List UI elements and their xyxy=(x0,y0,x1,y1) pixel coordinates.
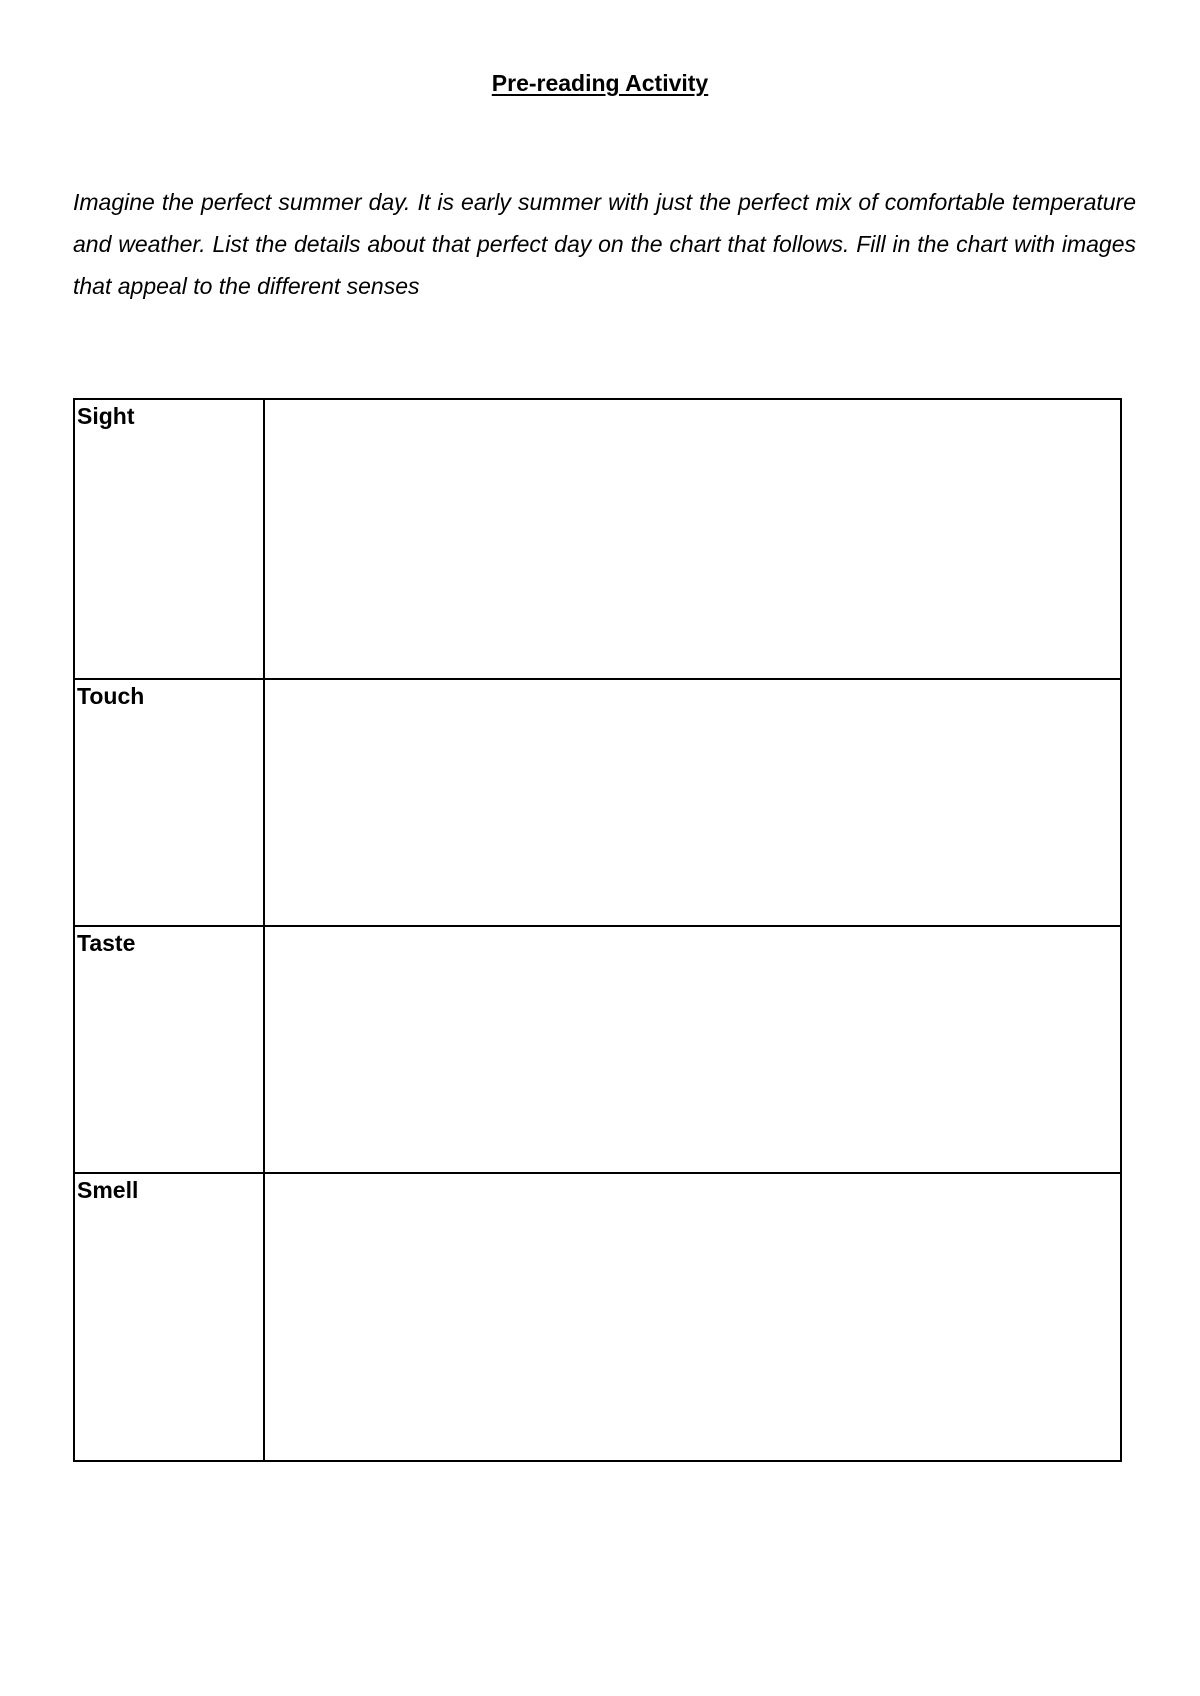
table-row xyxy=(74,679,1121,926)
table-row xyxy=(74,399,1121,679)
touch-response-cell[interactable] xyxy=(264,679,1121,926)
page-title: Pre-reading Activity xyxy=(491,70,709,96)
instructions-paragraph: Imagine the perfect summer day. It is early summer with just the perfect mix of comfortable temperature and weather. List the details about that perfect day on the chart that follows. Fill in the chart with images that appeal to the different senses xyxy=(73,189,1136,299)
table-row xyxy=(74,926,1121,1173)
senses-chart xyxy=(73,398,1122,1462)
sight-response-cell[interactable] xyxy=(264,399,1121,679)
sense-label-taste: Taste xyxy=(74,926,264,1173)
sense-label-smell: Smell xyxy=(74,1173,264,1461)
smell-response-cell[interactable] xyxy=(264,1173,1121,1461)
sense-label-sight: Sight xyxy=(74,399,264,679)
taste-response-cell[interactable] xyxy=(264,926,1121,1173)
table-row xyxy=(74,1173,1121,1461)
sense-label-touch: Touch xyxy=(74,679,264,926)
